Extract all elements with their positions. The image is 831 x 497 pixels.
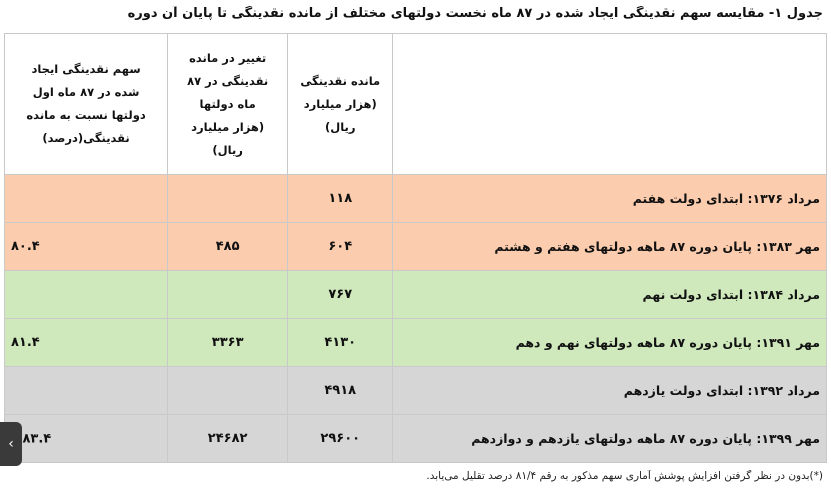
header-label bbox=[393, 34, 827, 175]
row-label: مهر ۱۳۹۱: پایان دوره ۸۷ ماهه دولتهای نهم و دهم bbox=[393, 319, 827, 367]
row-balance: ۷۶۷ bbox=[288, 271, 393, 319]
header-share bbox=[5, 34, 168, 175]
row-balance: ۲۹۶۰۰ bbox=[288, 415, 393, 463]
row-share-value: ۸۰.۴ bbox=[11, 239, 40, 254]
header-share-line: دولتها نسبت به مانده bbox=[26, 108, 146, 122]
footnote: (*)بدون در نظر گرفتن افزایش پوشش آماری سهم مذکور به رقم ۸۱/۴ درصد تقلیل می‌یابد. bbox=[426, 470, 823, 482]
chevron-left-icon: ‹ bbox=[8, 436, 14, 452]
row-change bbox=[168, 175, 288, 223]
header-change-line: نقدینگی در ۸۷ bbox=[187, 73, 269, 88]
table-row bbox=[5, 367, 827, 415]
table-title: جدول ۱- مقایسه سهم نقدینگی ایجاد شده در ۸۷ ماه نخست دولتهای مختلف از مانده نقدینگی تا پایان آن دوره bbox=[127, 6, 823, 21]
header-share-line: شده در ۸۷ ماه اول bbox=[32, 85, 140, 99]
row-label: مرداد ۱۳۷۶: ابتدای دولت هفتم bbox=[393, 175, 827, 223]
table-row bbox=[5, 223, 827, 271]
row-share bbox=[5, 415, 168, 463]
table-row bbox=[5, 319, 827, 367]
header-change-line: تغییر در مانده bbox=[189, 50, 267, 65]
row-balance: ۱۱۸ bbox=[288, 175, 393, 223]
row-share bbox=[5, 271, 168, 319]
row-change: ۴۸۵ bbox=[168, 223, 288, 271]
header-change-line: (هزار میلیارد bbox=[191, 119, 265, 134]
row-change bbox=[168, 367, 288, 415]
header-balance-line: (هزار میلیارد bbox=[303, 96, 377, 111]
row-label: مهر ۱۳۹۹: پایان دوره ۸۷ ماهه دولتهای یازدهم و دوازدهم bbox=[393, 415, 827, 463]
header-change-line: ماه دولتها bbox=[199, 96, 256, 111]
row-label: مرداد ۱۳۹۲: ابتدای دولت یازدهم bbox=[393, 367, 827, 415]
row-share-value: ۸۱.۴ bbox=[11, 335, 40, 350]
header-row bbox=[5, 34, 827, 175]
row-share bbox=[5, 367, 168, 415]
side-panel-handle[interactable] bbox=[0, 422, 22, 466]
row-share-value: ۸۳.۴ bbox=[22, 431, 52, 447]
header-change bbox=[168, 34, 288, 175]
row-balance: ۴۱۳۰ bbox=[288, 319, 393, 367]
header-share-line: نقدینگی(درصد) bbox=[42, 131, 130, 145]
row-balance: ۴۹۱۸ bbox=[288, 367, 393, 415]
row-change bbox=[168, 271, 288, 319]
row-share bbox=[5, 319, 168, 367]
row-change: ۳۳۶۳ bbox=[168, 319, 288, 367]
row-label: مهر ۱۳۸۳: پایان دوره ۸۷ ماهه دولتهای هفتم و هشتم bbox=[393, 223, 827, 271]
header-change-line: ریال) bbox=[212, 142, 243, 157]
row-change: ۲۴۶۸۲ bbox=[168, 415, 288, 463]
header-balance bbox=[288, 34, 393, 175]
table-row bbox=[5, 271, 827, 319]
row-share bbox=[5, 175, 168, 223]
table-row bbox=[5, 175, 827, 223]
header-balance-line: ریال) bbox=[325, 119, 356, 134]
table-row bbox=[5, 415, 827, 463]
row-label: مرداد ۱۳۸۴: ابتدای دولت نهم bbox=[393, 271, 827, 319]
header-share-line: سهم نقدینگی ایجاد bbox=[31, 62, 141, 76]
row-share bbox=[5, 223, 168, 271]
row-balance: ۶۰۴ bbox=[288, 223, 393, 271]
header-balance-line: مانده نقدینگی bbox=[300, 73, 381, 88]
liquidity-comparison-table bbox=[4, 33, 827, 463]
